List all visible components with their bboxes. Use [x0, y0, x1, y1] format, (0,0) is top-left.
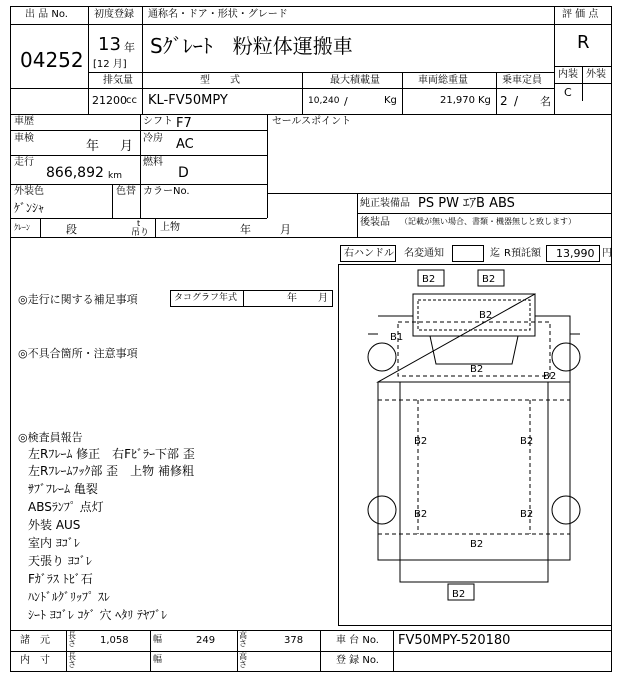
length-value: 1,058 — [100, 635, 129, 646]
height-value: 378 — [284, 635, 304, 646]
recycle-label: R預託額 — [504, 248, 541, 259]
reg-year-unit: 年 — [124, 41, 135, 54]
color-code-label: カラーNo. — [143, 186, 190, 197]
damage-mark: B2 — [414, 436, 428, 447]
model-desc-label: 通称名・ドア・形状・グレード — [148, 9, 288, 20]
width-value: 249 — [196, 635, 216, 646]
crane-label: ｸﾚｰﾝ — [14, 223, 30, 232]
report-line: ﾊﾝﾄﾞﾙｸﾞﾘｯﾌﾟ ｽﾚ — [28, 590, 110, 604]
tacho-year-unit: 年 — [287, 293, 297, 304]
tacho-label: タコグラフ年式 — [174, 293, 238, 303]
color-label: 外装色 — [14, 186, 44, 197]
color-no-label: 色替 — [116, 186, 136, 197]
gross-weight-value: 21,970 — [440, 95, 475, 106]
chassis-value: FV50MPY-520180 — [398, 633, 511, 648]
max-load-unit: Kg — [384, 95, 397, 106]
displacement-value: 21200 — [92, 94, 127, 107]
max-load-sep: / — [344, 95, 348, 108]
aftermarket-note: （記載が無い場合、書類・機器無しと致します） — [400, 217, 576, 226]
steering-value: 右ハンドル — [344, 248, 394, 259]
inspection-label: 車検 — [14, 133, 34, 144]
height-label: 高さ — [239, 631, 247, 648]
displacement-unit: cc — [126, 95, 137, 106]
model-label: 型 式 — [200, 75, 240, 86]
driving-notes-title: ◎走行に関する補足事項 — [18, 293, 138, 306]
capacity-label: 乗車定員 — [502, 75, 542, 86]
damage-mark: B2 — [414, 509, 428, 520]
inspector-title: ◎検査員報告 — [18, 431, 83, 444]
overall-score: R — [577, 32, 590, 53]
fuel-label: 燃料 — [143, 157, 163, 168]
crane-month-unit: 月 — [280, 223, 291, 236]
inspection-year-unit: 年 — [86, 139, 100, 154]
width-label: 幅 — [153, 635, 163, 645]
ownership-box — [452, 245, 484, 262]
crane-top-label: 上物 — [160, 222, 180, 233]
displacement-label: 排気量 — [103, 75, 133, 86]
report-line: ｼｰﾄ ﾖｺﾞﾚ ｺｹﾞ 穴 ﾍﾀﾘ ﾃﾔﾌﾞﾚ — [28, 608, 168, 622]
capacity-sep: / — [514, 94, 519, 108]
inner-width-label: 幅 — [153, 655, 163, 665]
aftermarket-label: 後装品 — [360, 217, 390, 228]
recycle-unit: 円 — [602, 248, 612, 259]
gross-weight-unit: Kg — [478, 95, 491, 106]
damage-mark: B2 — [470, 364, 484, 375]
damage-mark: B2 — [482, 274, 496, 285]
equipment-value: PS PW ｴｱB ABS — [418, 196, 515, 211]
report-line: ABSﾗﾝﾌﾟ 点灯 — [28, 500, 104, 514]
color-value: ｹﾞﾝｼｬ — [14, 201, 45, 215]
report-line: 左Rﾌﾚｰﾑ 修正 右Fﾋﾞﾗｰ下部 歪 — [28, 447, 195, 461]
inner-height-label: 高さ — [239, 652, 247, 669]
report-line: 天張り ﾖｺﾞﾚ — [28, 554, 92, 568]
inner-dim-label: 内 寸 — [20, 655, 50, 666]
damage-mark: B2 — [470, 539, 484, 550]
gross-weight-label: 車両総重量 — [418, 75, 468, 86]
ac-value: AC — [176, 137, 194, 152]
capacity-value: 2 — [500, 94, 508, 108]
report-line: Fｶﾞﾗｽ ﾄﾋﾞ石 — [28, 572, 93, 586]
inner-length-label: 長さ — [68, 652, 76, 669]
chassis-label: 車 台 No. — [336, 635, 379, 646]
report-line: 外装 AUS — [28, 518, 81, 532]
lot-label: 出 品 No. — [25, 9, 68, 20]
shift-value: F7 — [176, 116, 192, 131]
crane-stage-unit: 段 — [66, 223, 77, 236]
report-line: ｻﾌﾞﾌﾚｰﾑ 亀裂 — [28, 482, 98, 496]
damage-mark: B1 — [390, 332, 404, 343]
equipment-label: 純正装備品 — [360, 198, 410, 209]
crane-ton-unit: 吊り — [131, 228, 150, 238]
specs-label: 諸 元 — [20, 635, 50, 646]
mileage-value: 866,892 — [46, 165, 104, 181]
model-code: KL-FV50MPY — [148, 93, 228, 108]
damage-mark: B2 — [422, 274, 436, 285]
damage-mark: B2 — [543, 371, 557, 382]
reg-label: 登 録 No. — [336, 655, 379, 666]
mileage-label: 走行 — [14, 157, 34, 168]
capacity-unit: 名 — [540, 95, 551, 108]
crane-ton-top: t — [137, 219, 141, 228]
report-line: 室内 ﾖｺﾞﾚ — [28, 536, 80, 550]
history-label: 車歴 — [14, 116, 34, 127]
recycle-amount: 13,990 — [556, 247, 595, 260]
reg-month: [12 月] — [93, 59, 127, 70]
truck-damage-diagram — [338, 264, 612, 626]
refund-label: 迄 — [490, 248, 500, 259]
interior-score: C — [564, 86, 572, 99]
ownership-label: 名変通知 — [404, 248, 444, 259]
ac-label: 冷房 — [143, 133, 163, 144]
interior-label: 内装 — [558, 69, 578, 80]
report-line: 左Rﾌﾚｰﾑﾌｯｸ部 歪 上物 補修粗 — [28, 464, 194, 478]
lot-number: 04252 — [20, 48, 84, 72]
defects-title: ◎不具合箇所・注意事項 — [18, 347, 138, 360]
max-load-value: 10,240 — [308, 96, 340, 106]
tacho-month-unit: 月 — [318, 293, 328, 304]
length-label: 長さ — [68, 631, 76, 648]
crane-year-unit: 年 — [240, 223, 251, 236]
vehicle-name: Sｸﾞﾚｰﾄ 粉粒体運搬車 — [150, 34, 353, 58]
score-label: 評 価 点 — [562, 9, 599, 20]
shift-label: シフト — [143, 116, 173, 127]
exterior-label: 外装 — [586, 69, 606, 80]
max-load-label: 最大積載量 — [330, 75, 380, 86]
damage-mark: B2 — [479, 310, 493, 321]
damage-mark: B2 — [452, 589, 466, 600]
damage-mark: B2 — [520, 509, 534, 520]
first-reg-label: 初度登録 — [94, 9, 134, 20]
inspection-month-unit: 月 — [120, 139, 134, 154]
damage-mark: B2 — [520, 436, 534, 447]
reg-year: 13 — [98, 34, 121, 55]
fuel-value: D — [178, 165, 189, 181]
mileage-unit: km — [108, 171, 122, 181]
sales-point-label: セールスポイント — [272, 116, 352, 127]
